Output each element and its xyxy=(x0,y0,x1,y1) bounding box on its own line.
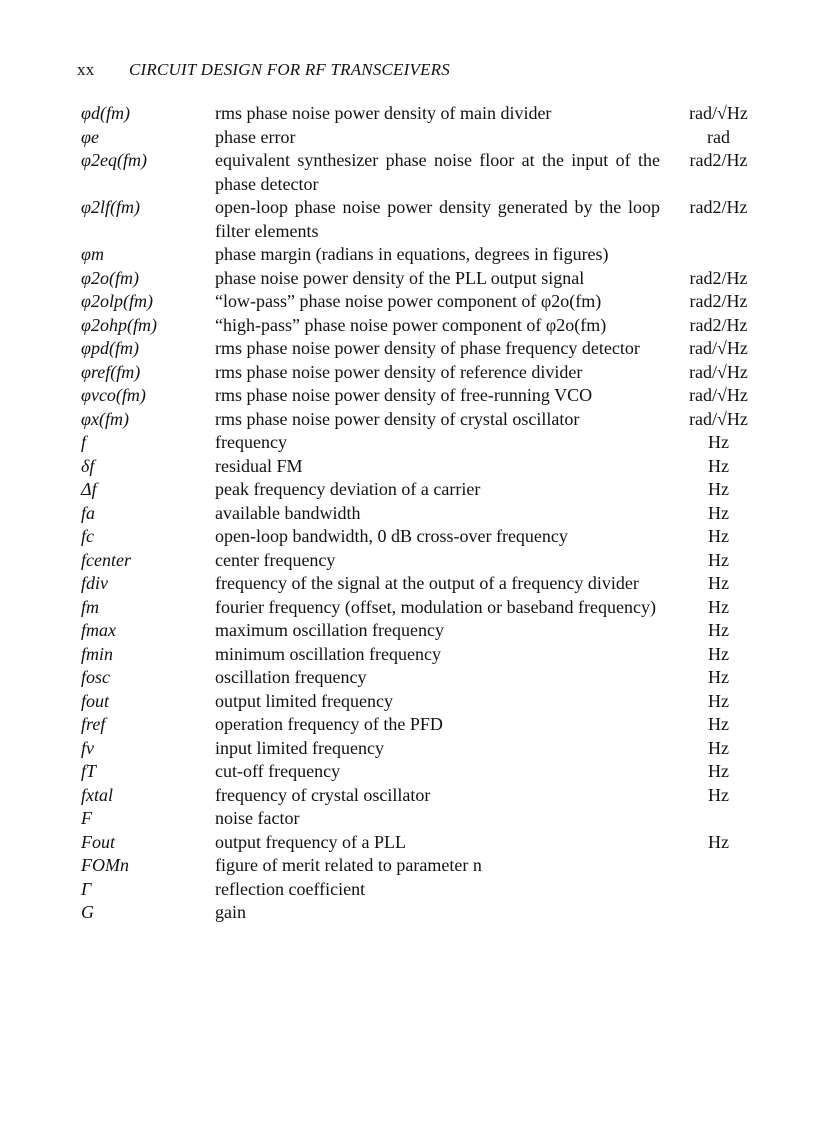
page-number: xx xyxy=(77,60,95,79)
symbol: Γ xyxy=(81,878,92,899)
unit: Hz xyxy=(708,432,729,452)
unit: Hz xyxy=(708,549,729,570)
description: equivalent synthesizer phase noise floor at the input of the phase detector xyxy=(215,150,660,194)
unit: rad/√Hz xyxy=(689,408,748,429)
unit: rad/√Hz xyxy=(689,361,748,382)
unit: Hz xyxy=(708,526,729,546)
symbol-row xyxy=(81,478,771,502)
symbol: F xyxy=(81,808,92,828)
symbol-list xyxy=(81,102,771,925)
description: rms phase noise power density of phase frequency detector xyxy=(215,338,640,358)
symbol-row xyxy=(81,243,771,267)
unit: Hz xyxy=(708,643,729,664)
symbol: fv xyxy=(81,737,94,758)
description: “high-pass” phase noise power component of φ2o(fm) xyxy=(215,314,607,335)
unit: rad xyxy=(707,126,730,147)
symbol-row xyxy=(81,290,771,314)
description: minimum oscillation frequency xyxy=(215,643,441,664)
symbol-row xyxy=(81,502,771,526)
symbol: φ2olp(fm) xyxy=(81,291,153,311)
description: figure of merit related to parameter n xyxy=(215,855,482,875)
symbol-row xyxy=(81,643,771,667)
symbol-row xyxy=(81,619,771,643)
description: rms phase noise power density of reference divider xyxy=(215,361,583,382)
symbol: G xyxy=(81,902,94,922)
unit: Hz xyxy=(708,573,729,593)
symbol-row xyxy=(81,690,771,714)
unit: Hz xyxy=(708,737,729,758)
unit: Hz xyxy=(708,690,729,711)
description: center frequency xyxy=(215,549,336,570)
symbol: fa xyxy=(81,502,96,523)
symbol-row xyxy=(81,431,771,455)
description: gain xyxy=(215,902,246,922)
description: rms phase noise power density of crystal oscillator xyxy=(215,408,580,429)
unit: Hz xyxy=(708,502,729,523)
description: available bandwidth xyxy=(215,502,361,523)
symbol-row xyxy=(81,267,771,291)
symbol: fmax xyxy=(81,620,116,640)
symbol: fmin xyxy=(81,643,114,664)
unit: rad/√Hz xyxy=(689,385,748,405)
symbol-row xyxy=(81,784,771,808)
description: noise factor xyxy=(215,808,300,828)
description: output limited frequency xyxy=(215,690,393,711)
symbol: φref(fm) xyxy=(81,361,141,382)
symbol-row xyxy=(81,337,771,361)
symbol-row xyxy=(81,384,771,408)
description: frequency of crystal oscillator xyxy=(215,784,431,805)
symbol-row xyxy=(81,525,771,549)
symbol: Δf xyxy=(81,479,97,499)
book-title: CIRCUIT DESIGN FOR RF TRANSCEIVERS xyxy=(129,60,450,79)
symbol: fosc xyxy=(81,667,110,687)
running-head xyxy=(77,60,450,80)
unit: Hz xyxy=(708,667,729,687)
symbol: φvco(fm) xyxy=(81,385,146,405)
symbol: fref xyxy=(81,714,106,734)
description: frequency of the signal at the output of a frequency divider xyxy=(215,573,639,593)
symbol: FOMn xyxy=(81,855,129,875)
symbol: fxtal xyxy=(81,784,113,805)
description: oscillation frequency xyxy=(215,667,367,687)
symbol: fcenter xyxy=(81,549,131,570)
description: rms phase noise power density of main divider xyxy=(215,103,552,123)
symbol-row xyxy=(81,361,771,385)
symbol: φ2o(fm) xyxy=(81,267,139,288)
symbol: φ2eq(fm) xyxy=(81,150,147,170)
symbol: fout xyxy=(81,690,110,711)
unit: Hz xyxy=(708,455,729,476)
symbol: φ2ohp(fm) xyxy=(81,314,157,335)
symbol-row xyxy=(81,666,771,690)
description: peak frequency deviation of a carrier xyxy=(215,479,481,499)
unit: rad/√Hz xyxy=(689,338,748,358)
symbol: Fout xyxy=(81,831,115,852)
unit: rad2/Hz xyxy=(689,291,748,311)
symbol: φpd(fm) xyxy=(81,338,139,358)
unit: Hz xyxy=(708,831,729,852)
symbol-row xyxy=(81,314,771,338)
description: frequency xyxy=(215,432,287,452)
description: phase noise power density of the PLL output signal xyxy=(215,267,585,288)
symbol-row xyxy=(81,196,771,243)
unit: rad2/Hz xyxy=(689,267,748,288)
symbol-row xyxy=(81,596,771,620)
description: cut-off frequency xyxy=(215,761,341,781)
description: reflection coefficient xyxy=(215,878,366,899)
description: maximum oscillation frequency xyxy=(215,620,444,640)
symbol-row xyxy=(81,878,771,902)
symbol-row xyxy=(81,713,771,737)
symbol: φ2lf(fm) xyxy=(81,197,140,217)
unit: rad2/Hz xyxy=(689,150,748,170)
description: input limited frequency xyxy=(215,737,384,758)
unit: Hz xyxy=(708,596,729,617)
unit: rad/√Hz xyxy=(689,103,748,123)
description: fourier frequency (offset, modulation or baseband frequency) xyxy=(215,596,656,617)
symbol-row xyxy=(81,572,771,596)
symbol: fdiv xyxy=(81,573,108,593)
unit: Hz xyxy=(708,784,729,805)
symbol: φm xyxy=(81,244,104,264)
description: output frequency of a PLL xyxy=(215,831,406,852)
description: residual FM xyxy=(215,455,303,476)
symbol-row xyxy=(81,901,771,925)
description: “low-pass” phase noise power component of φ2o(fm) xyxy=(215,291,602,311)
symbol-row xyxy=(81,455,771,479)
description: phase margin (radians in equations, degrees in figures) xyxy=(215,244,609,264)
unit: Hz xyxy=(708,620,729,640)
symbol-row xyxy=(81,549,771,573)
symbol-row xyxy=(81,807,771,831)
unit: Hz xyxy=(708,714,729,734)
unit: Hz xyxy=(708,761,729,781)
symbol-row xyxy=(81,760,771,784)
description: open-loop phase noise power density generated by the loop filter elements xyxy=(215,197,660,241)
description: rms phase noise power density of free-running VCO xyxy=(215,385,593,405)
unit: rad2/Hz xyxy=(689,314,748,335)
symbol: φx(fm) xyxy=(81,408,129,429)
symbol-row xyxy=(81,126,771,150)
symbol-row xyxy=(81,102,771,126)
symbol-row xyxy=(81,149,771,196)
symbol: δf xyxy=(81,455,95,476)
symbol-row xyxy=(81,854,771,878)
symbol: fc xyxy=(81,526,94,546)
symbol: fm xyxy=(81,596,99,617)
description: open-loop bandwidth, 0 dB cross-over frequency xyxy=(215,526,568,546)
symbol: φe xyxy=(81,126,99,147)
unit: Hz xyxy=(708,479,729,499)
description: phase error xyxy=(215,126,296,147)
symbol-row xyxy=(81,831,771,855)
symbol-row xyxy=(81,408,771,432)
symbol: φd(fm) xyxy=(81,103,130,123)
unit: rad2/Hz xyxy=(689,197,748,217)
symbol: fT xyxy=(81,761,97,781)
symbol: f xyxy=(81,432,87,452)
symbol-row xyxy=(81,737,771,761)
description: operation frequency of the PFD xyxy=(215,714,443,734)
